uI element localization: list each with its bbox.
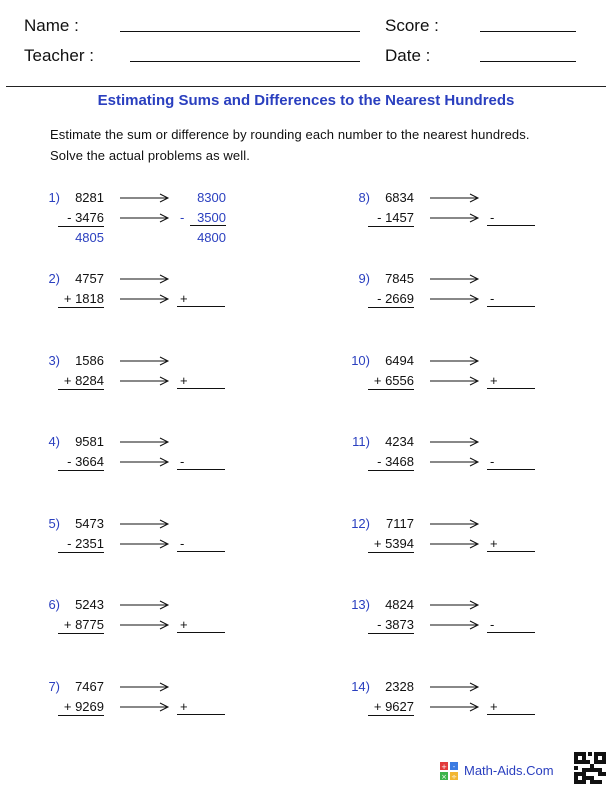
- estimate-operator: -: [490, 617, 495, 632]
- qr-code-icon: [574, 752, 606, 784]
- estimate-first-number: 8300: [197, 190, 226, 205]
- estimate-operator: +: [180, 617, 188, 632]
- estimate-answer-blank[interactable]: [487, 373, 535, 389]
- first-number: 4757: [75, 271, 104, 286]
- first-number: 7117: [386, 516, 414, 531]
- teacher-label: Teacher :: [24, 46, 94, 65]
- instructions-line-1: Estimate the sum or difference by rounding each number to the nearest hundreds.: [50, 127, 530, 142]
- estimate-operator: +: [490, 699, 498, 714]
- estimate-operator: +: [180, 373, 188, 388]
- estimate-answer-blank[interactable]: [487, 454, 535, 470]
- problem-item: [40, 434, 270, 504]
- second-number: - 3476: [58, 210, 104, 227]
- problem-item: [350, 679, 580, 749]
- first-number: 7467: [75, 679, 104, 694]
- right-arrow-icon: [120, 620, 170, 630]
- score-field[interactable]: [480, 31, 576, 32]
- right-arrow-icon: [430, 193, 480, 203]
- second-number: - 3468: [368, 454, 414, 471]
- first-number: 2328: [385, 679, 414, 694]
- second-number: + 9269: [58, 699, 104, 716]
- estimate-operator: +: [490, 373, 498, 388]
- second-number: + 9627: [368, 699, 414, 716]
- worksheet-title: Estimating Sums and Differences to the Nearest Hundreds: [97, 92, 515, 109]
- problem-item: [350, 597, 580, 667]
- problem-number: 14): [351, 679, 370, 694]
- estimate-answer-blank[interactable]: [487, 536, 535, 552]
- first-number: 4234: [385, 434, 414, 449]
- right-arrow-icon: [430, 702, 480, 712]
- first-number: 1586: [75, 353, 104, 368]
- estimate-operator: -: [490, 210, 495, 225]
- right-arrow-icon: [120, 274, 170, 284]
- right-arrow-icon: [120, 519, 170, 529]
- score-label: Score :: [385, 16, 439, 35]
- site-link[interactable]: Math-Aids.Com: [464, 763, 554, 778]
- first-number: 6834: [385, 190, 414, 205]
- right-arrow-icon: [430, 274, 480, 284]
- problem-item: [40, 353, 270, 423]
- problem-item: [350, 516, 580, 586]
- right-arrow-icon: [430, 437, 480, 447]
- right-arrow-icon: [120, 213, 170, 223]
- right-arrow-icon: [120, 539, 170, 549]
- estimate-answer-blank[interactable]: [177, 536, 225, 552]
- actual-answer: 4805: [75, 230, 104, 245]
- first-number: 5473: [75, 516, 104, 531]
- estimate-answer-blank[interactable]: [487, 617, 535, 633]
- first-number: 5243: [75, 597, 104, 612]
- problem-item: [350, 271, 580, 341]
- estimate-operator: +: [490, 536, 498, 551]
- instructions-line-2: Solve the actual problems as well.: [50, 148, 250, 163]
- second-number: + 8284: [58, 373, 104, 390]
- right-arrow-icon: [430, 356, 480, 366]
- second-number: + 6556: [368, 373, 414, 390]
- svg-text:+: +: [441, 763, 447, 771]
- second-number: - 3664: [58, 454, 104, 471]
- estimate-operator: +: [180, 291, 188, 306]
- problem-item: [40, 516, 270, 586]
- estimate-second-number: 3500: [190, 210, 226, 226]
- problem-item: [350, 190, 580, 260]
- right-arrow-icon: [430, 213, 480, 223]
- problem-item: [350, 434, 580, 504]
- second-number: + 8775: [58, 617, 104, 634]
- second-number: - 1457: [368, 210, 414, 227]
- problem-number: 8): [358, 190, 370, 205]
- problem-number: 7): [48, 679, 60, 694]
- problem-number: 5): [48, 516, 60, 531]
- problem-number: 11): [352, 434, 370, 449]
- problem-item: [40, 679, 270, 749]
- estimate-answer-blank[interactable]: [177, 617, 225, 633]
- right-arrow-icon: [120, 356, 170, 366]
- right-arrow-icon: [120, 437, 170, 447]
- problem-item: [350, 353, 580, 423]
- second-number: + 5394: [368, 536, 414, 553]
- date-label: Date :: [385, 46, 431, 65]
- problem-item: [40, 271, 270, 341]
- problem-item: [40, 597, 270, 667]
- problem-number: 2): [48, 271, 60, 286]
- date-field[interactable]: [480, 61, 576, 62]
- estimate-operator: -: [180, 454, 185, 469]
- right-arrow-icon: [430, 620, 480, 630]
- estimate-answer: 4800: [197, 230, 226, 245]
- problem-number: 1): [48, 190, 60, 205]
- estimate-answer-blank[interactable]: [177, 699, 225, 715]
- right-arrow-icon: [430, 294, 480, 304]
- right-arrow-icon: [430, 539, 480, 549]
- second-number: - 2351: [58, 536, 104, 553]
- right-arrow-icon: [430, 376, 480, 386]
- name-field[interactable]: [120, 31, 360, 32]
- right-arrow-icon: [120, 376, 170, 386]
- estimate-operator: -: [180, 536, 185, 551]
- right-arrow-icon: [120, 600, 170, 610]
- name-label: Name :: [24, 16, 79, 35]
- right-arrow-icon: [120, 702, 170, 712]
- svg-text:-: -: [452, 763, 456, 771]
- first-number: 6494: [385, 353, 414, 368]
- problem-number: 13): [351, 597, 370, 612]
- estimate-operator: -: [490, 454, 495, 469]
- second-number: - 2669: [368, 291, 414, 308]
- problem-number: 6): [48, 597, 60, 612]
- svg-text:×: ×: [441, 773, 447, 780]
- problem-example: [40, 190, 270, 260]
- estimate-answer-blank[interactable]: [487, 699, 535, 715]
- right-arrow-icon: [430, 600, 480, 610]
- right-arrow-icon: [120, 193, 170, 203]
- first-number: 8281: [75, 190, 104, 205]
- estimate-answer-blank[interactable]: [177, 373, 225, 389]
- problem-number: 3): [48, 353, 60, 368]
- second-number: - 3873: [368, 617, 414, 634]
- estimate-operator: -: [180, 210, 185, 225]
- estimate-operator: +: [180, 699, 188, 714]
- right-arrow-icon: [430, 682, 480, 692]
- problem-number: 9): [358, 271, 370, 286]
- problem-number: 10): [351, 353, 370, 368]
- estimate-answer-blank[interactable]: [487, 210, 535, 226]
- math-aids-logo-icon: [440, 762, 458, 780]
- estimate-answer-blank[interactable]: [177, 291, 225, 307]
- right-arrow-icon: [430, 519, 480, 529]
- estimate-answer-blank[interactable]: [177, 454, 225, 470]
- teacher-field[interactable]: [130, 61, 360, 62]
- right-arrow-icon: [120, 294, 170, 304]
- estimate-answer-blank[interactable]: [487, 291, 535, 307]
- first-number: 4824: [385, 597, 414, 612]
- right-arrow-icon: [120, 682, 170, 692]
- right-arrow-icon: [120, 457, 170, 467]
- svg-text:÷: ÷: [451, 773, 457, 780]
- header-divider: [6, 86, 606, 87]
- problem-number: 12): [351, 516, 370, 531]
- second-number: + 1818: [58, 291, 104, 308]
- estimate-operator: -: [490, 291, 495, 306]
- first-number: 9581: [75, 434, 104, 449]
- first-number: 7845: [385, 271, 414, 286]
- right-arrow-icon: [430, 457, 480, 467]
- problem-number: 4): [48, 434, 60, 449]
